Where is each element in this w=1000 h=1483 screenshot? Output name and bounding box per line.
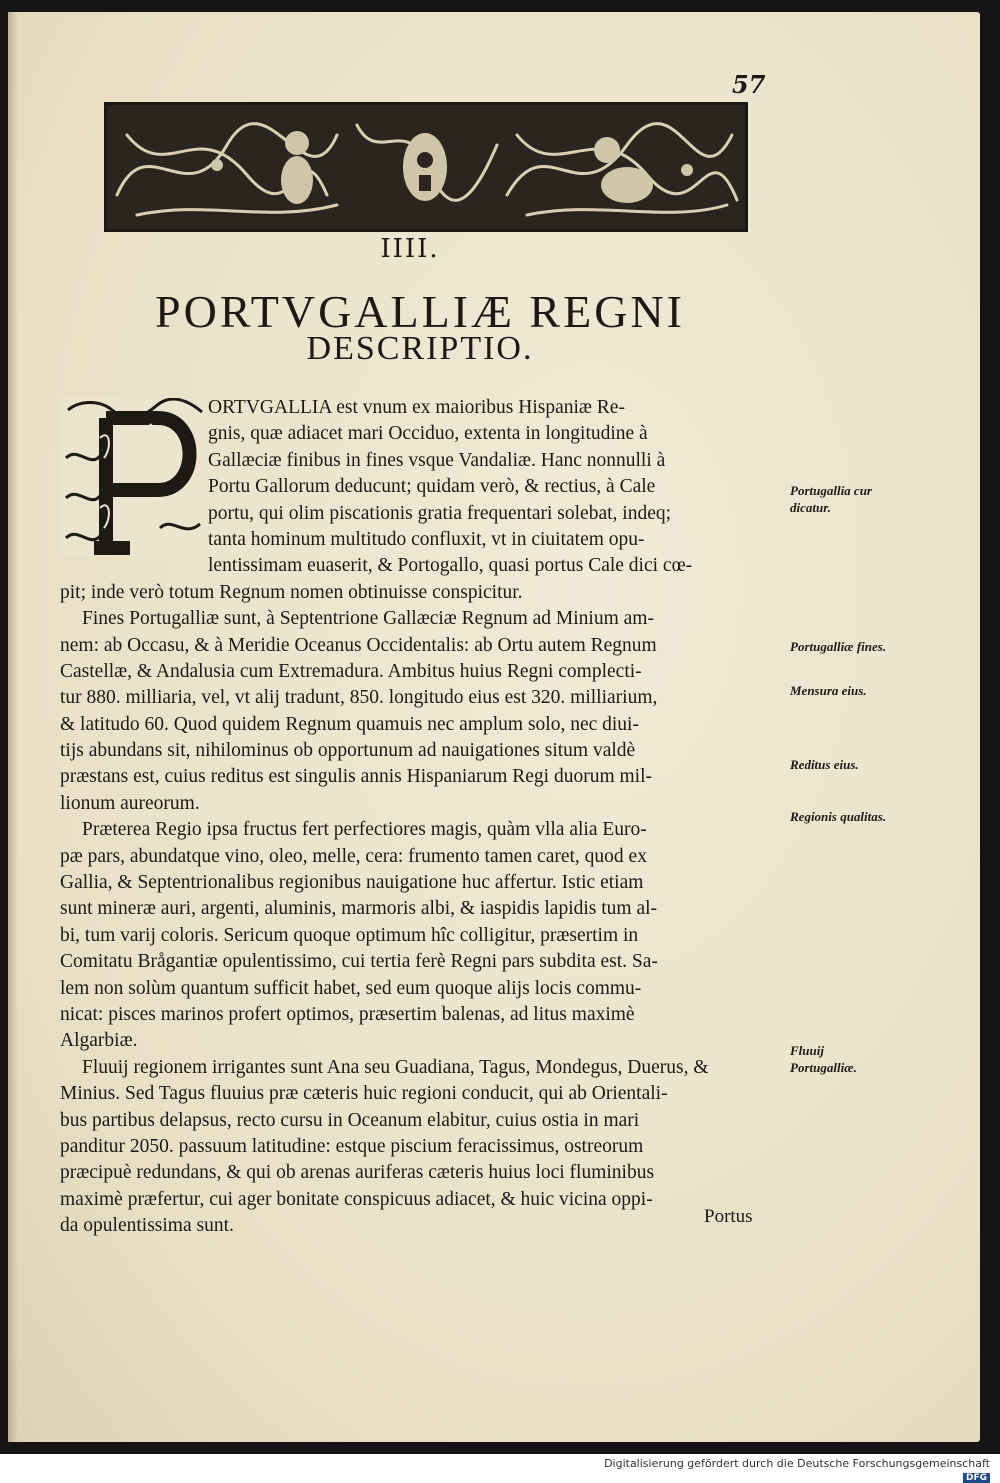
- margin-note: Reditus eius.: [790, 757, 859, 772]
- ornamental-headpiece: [104, 102, 748, 232]
- text-line: lentissimam euaserit, & Portogallo, quasi portus Cale dici cœ-: [208, 555, 693, 577]
- text-line: sunt mineræ auri, argenti, aluminis, marmoris albi, & iaspidis lapidis tum al-: [60, 898, 658, 920]
- text-line: gnis, quæ adiacet mari Occiduo, extenta in longitudine à: [208, 423, 648, 445]
- text-line: pit; inde verò totum Regnum nomen obtinuisse conspicitur.: [60, 581, 523, 603]
- text-line: præcipuè redundans, & qui ob arenas auriferas cæteris huius loci fluminibus: [60, 1162, 655, 1184]
- text-line: pæ pars, abundatque vino, oleo, melle, cera: frumento tamen caret, quod ex: [60, 845, 647, 867]
- catchword: Portus: [704, 1206, 753, 1227]
- text-line: da opulentissima sunt.: [60, 1215, 234, 1237]
- text-line: bi, tum varij coloris. Sericum quoque optimum hîc colligitur, præsertim in: [60, 924, 639, 946]
- text-line: Comitatu Brågantiæ opulentissimo, cui tertia ferè Regni pars subdita est. Sa-: [60, 951, 658, 973]
- body-text: [60, 395, 790, 1240]
- text-line: tanta hominum multitudo confluxit, vt in ciuitatem opu-: [208, 528, 645, 550]
- text-line: & latitudo 60. Quod quidem Regnum quamuis nec amplum solo, nec diui-: [60, 713, 639, 735]
- text-line: tur 880. milliaria, vel, vt alij tradunt, 850. longitudo eius est 320. milliarium,: [60, 687, 658, 709]
- headpiece-engraving: [107, 105, 745, 229]
- margin-note: Fluuij Portugalliæ.: [790, 1043, 857, 1075]
- text-line: lionum aureorum.: [60, 792, 200, 814]
- credit-text: Digitalisierung gefördert durch die Deutsche Forschungsgemeinschaft: [604, 1457, 990, 1470]
- text-line: portu, qui olim piscationis gratia frequentari solebat, indeq;: [208, 502, 672, 524]
- text-line: ORTVGALLIA est vnum ex maioribus Hispaniæ Re-: [208, 397, 625, 418]
- chapter-number: IIII.: [380, 234, 440, 264]
- text-line: Portu Gallorum deducunt; quidam verò, & rectius, à Cale: [208, 476, 656, 498]
- page-gutter-shadow: [8, 12, 18, 1442]
- digitization-credit: [600, 1457, 990, 1483]
- text-line: maximè præfertur, cui ager bonitate conspicuus adiacet, & huic vicina oppi-: [60, 1188, 653, 1210]
- page-number: 57: [732, 70, 766, 99]
- text-line: Gallia, & Septentrionalibus regionibus nauigatione huc affertur. Istic etiam: [60, 872, 644, 894]
- margin-note: Mensura eius.: [790, 683, 867, 698]
- text-line: nem: ab Occasu, & à Meridie Oceanus Occidentalis: ab Ortu autem Regnum: [60, 634, 657, 656]
- text-line: lem non solùm quantum sufficit habet, sed eum quoque alijs locis commu-: [60, 977, 642, 999]
- text-line: panditur 2050. passuum latitudine: estque piscium feracissimus, ostreorum: [60, 1135, 644, 1157]
- margin-note: Portugallia cur dicatur.: [790, 483, 872, 515]
- text-line: bus partibus delapsus, recto cursu in Oceanum elabitur, cuius ostia in mari: [60, 1109, 640, 1131]
- text-line: Algarbiæ.: [60, 1030, 138, 1052]
- text-line: Fines Portugalliæ sunt, à Septentrione Gallæciæ Regnum ad Minium am-: [82, 608, 654, 630]
- text-line: Gallæciæ finibus in fines vsque Vandaliæ. Hanc nonnulli à: [208, 449, 666, 471]
- text-line: Fluuij regionem irrigantes sunt Ana seu Guadiana, Tagus, Mondegus, Duerus, &: [82, 1056, 709, 1078]
- page-title: PORTVGALLIÆ REGNI: [155, 286, 685, 337]
- text-line: tijs abundans sit, nihilominus ob opportunum ad nauigationes situm valdè: [60, 740, 636, 762]
- margin-note: Portugalliæ fines.: [790, 639, 887, 654]
- text-line: Castellæ, & Andalusia cum Extremadura. Ambitus huius Regni complecti-: [60, 660, 642, 682]
- dfg-logo-badge: DFG: [963, 1473, 990, 1483]
- text-line: Præterea Regio ipsa fructus fert perfectiores magis, quàm vlla alia Euro-: [82, 819, 647, 841]
- margin-note: Regionis qualitas.: [790, 809, 887, 824]
- text-line: præstans est, cuius reditus est singulis annis Hispaniarum Regi duorum mil-: [60, 766, 652, 788]
- page-subtitle: DESCRIPTIO.: [306, 330, 534, 367]
- text-line: Minius. Sed Tagus fluuius præ cæteris huic regioni conducit, qui ab Orientali-: [60, 1083, 668, 1105]
- text-line: nicat: pisces marinos profert optimos, præsertim balenas, ad litus maximè: [60, 1003, 635, 1025]
